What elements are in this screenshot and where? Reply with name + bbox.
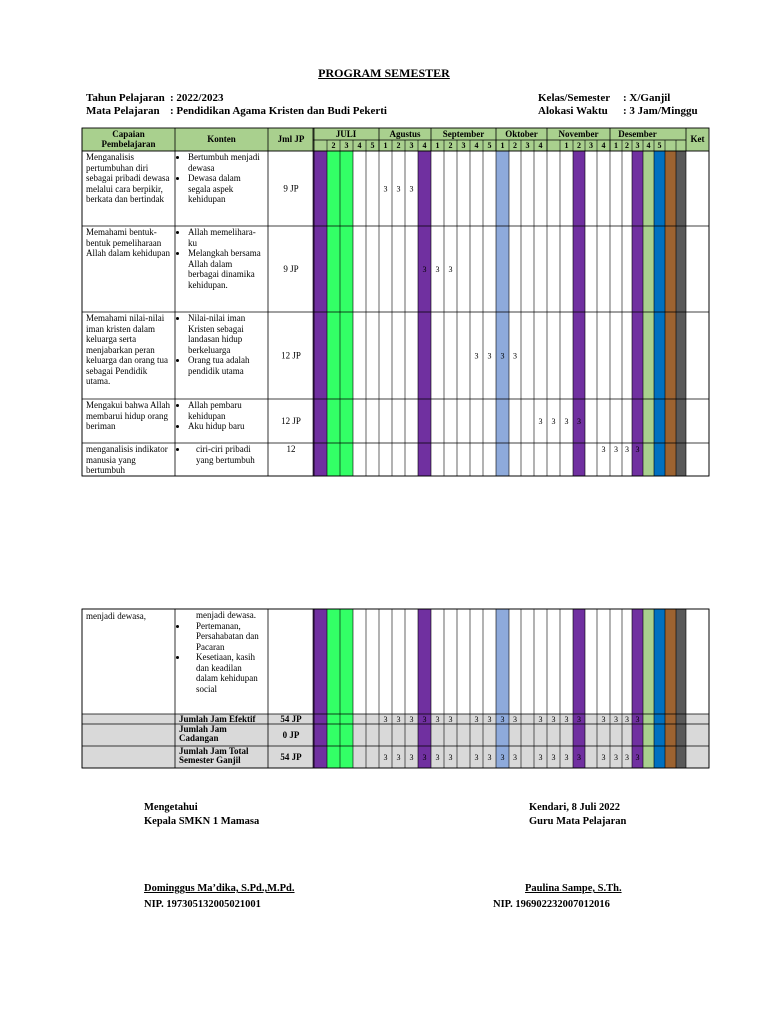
row-0-week-1: 3 [396,184,401,194]
summary-0-week-1: 3 [396,715,401,724]
summary-2-week-3: 3 [422,753,427,762]
row-1-week-0: 3 [422,265,427,274]
summary-2-week-8: 3 [500,753,505,762]
kelas-value: : X/Ganjil [623,92,671,104]
summary-0-week-8: 3 [500,715,505,724]
row-1-week-1: 3 [435,265,440,274]
week-header-4-3: 3 [589,141,593,150]
summary-0-week-12: 3 [564,715,569,724]
summary-2-week-17: 3 [635,753,640,762]
row-4-jml: 12 [286,444,296,454]
row-2-capaian: Memahami nilai-nilai iman kristen dalam keluarga serta menjabarkan peran keluarga dan orang tua sebagai Pendidik utama. [86,313,169,386]
row-3-week-3: 3 [577,417,581,426]
sign-left-line2: Kepala SMKN 1 Mamasa [144,816,260,827]
summary-1-label: Jumlah Jam Cadangan [179,724,227,743]
week-header-4-4: 4 [601,141,606,150]
row-3-week-2: 3 [564,417,569,426]
sign-left-nip: NIP. 197305132005021001 [144,899,261,910]
konten-item: • Melangkah bersama Allah dalam berbagai dinamika kehidupan. [188,248,264,290]
month-header-4: November [558,129,599,139]
summary-2-week-0: 3 [383,753,388,762]
week-header-3-3: 4 [538,141,543,150]
konten-list [177,313,264,376]
summary-0-week-3: 3 [422,715,427,724]
summary-2-week-10: 3 [538,753,543,762]
summary-0-week-10: 3 [538,715,543,724]
sign-left-name: Dominggus Ma’dika, S.Pd.,M.Pd. [144,883,295,894]
header-capaian-1: Capaian [112,129,145,139]
summary-0-week-13: 3 [577,715,581,724]
summary-2-week-4: 3 [435,753,440,762]
row-4-week-0: 3 [601,445,606,454]
row-3-konten [177,400,264,432]
mapel-value: : Pendidikan Agama Kristen dan Budi Pekerti [170,105,387,117]
row-0-konten [177,152,264,205]
cont-capaian: menjadi dewasa, [86,611,146,621]
week-header-2-1: 2 [448,141,453,150]
summary-0-week-2: 3 [409,715,414,724]
week-header-0-2: 3 [344,141,349,150]
konten-item: • Aku hidup baru [188,421,264,432]
summary-0-week-17: 3 [635,715,640,724]
month-header-3: Oktober [505,129,538,139]
week-header-2-2: 3 [461,141,466,150]
week-header-5-2: 3 [635,141,640,150]
sign-right-nip: NIP. 196902232007012016 [493,899,610,910]
row-0-jml: 9 JP [283,183,299,194]
summary-2-week-1: 3 [396,753,401,762]
summary-2-week-16: 3 [625,753,629,762]
week-header-1-0: 1 [383,141,388,150]
sign-right-line2: Guru Mata Pelajaran [529,816,627,827]
mapel-label: Mata Pelajaran [86,105,160,117]
week-header-1-3: 4 [422,141,427,150]
week-header-1-1: 2 [396,141,401,150]
tahun-value: : 2022/2023 [170,92,224,104]
konten-item: • ciri-ciri pribadi yang bertumbuh [188,444,264,465]
cont-konten-first: menjadi dewasa. [196,610,256,620]
summary-0-jml: 54 JP [280,714,302,724]
konten-item: • Kesetiaan, kasih dan keadilan dalam kehidupan social [188,652,264,694]
week-header-5-1: 2 [625,141,629,150]
summary-0-week-6: 3 [474,715,479,724]
summary-2-week-11: 3 [551,753,556,762]
month-header-1: Agustus [389,129,421,139]
row-4-week-1: 3 [614,445,618,454]
summary-0-week-14: 3 [601,715,606,724]
row-2-week-1: 3 [487,351,492,361]
header-jml: Jml JP [277,134,305,144]
konten-list [177,152,264,205]
summary-2-week-9: 3 [513,753,517,762]
week-header-0-4: 5 [370,141,375,150]
row-1-week-2: 3 [448,265,453,274]
konten-item: • Orang tua adalah pendidik utama [188,355,264,376]
summary-0-week-11: 3 [551,715,556,724]
summary-1-jml: 0 JP [282,730,300,740]
summary-0-week-15: 3 [614,715,618,724]
summary-0-week-7: 3 [487,715,492,724]
week-header-2-0: 1 [435,141,440,150]
header-konten: Konten [207,134,236,144]
week-header-5-0: 1 [614,141,618,150]
week-header-2-4: 5 [487,141,492,150]
summary-0-week-4: 3 [435,715,440,724]
konten-list [177,227,264,290]
summary-0-week-5: 3 [448,715,453,724]
week-header-3-0: 1 [500,141,505,150]
sign-right-line1: Kendari, 8 Juli 2022 [529,802,621,813]
row-3-capaian: Mengakui bahwa Allah membarui hidup orang beriman [86,400,170,431]
week-header-0-3: 4 [357,141,362,150]
header-capaian-2: Pembelajaran [101,139,156,149]
week-header-3-2: 3 [525,141,530,150]
konten-list [177,444,264,465]
konten-item: • Dewasa dalam segala aspek kehidupan [188,173,264,205]
tahun-label: Tahun Pelajaran [86,92,165,104]
summary-2-week-13: 3 [577,753,581,762]
week-header-2-3: 4 [474,141,479,150]
konten-list [177,400,264,432]
summary-2-week-15: 3 [614,753,618,762]
row-3-week-1: 3 [551,417,556,426]
row-1-jml: 9 JP [283,264,299,274]
summary-2-week-5: 3 [448,753,453,762]
row-2-jml: 12 JP [281,350,301,361]
month-header-2: September [442,129,485,139]
konten-item: • Allah pembaru kehidupan [188,400,264,421]
summary-0-label: Jumlah Jam Efektif [179,714,256,724]
konten-item: • Pertemanan, Persahabatan dan Pacaran [188,621,264,653]
summary-0-week-16: 3 [625,715,629,724]
week-header-5-3: 4 [646,141,651,150]
summary-2-week-2: 3 [409,753,414,762]
row-2-week-3: 3 [513,351,517,361]
cont-konten-list [177,621,264,695]
page-title: PROGRAM SEMESTER [318,66,450,80]
row-2-konten [177,313,264,376]
row-1-konten [177,227,264,290]
row-2-week-2: 3 [500,351,505,361]
row-0-capaian: Menganalisis pertumbuhan diri sebagai pribadi dewasa melalui cara berpikir, berkata dan bertindak [86,152,170,204]
summary-2-week-12: 3 [564,753,569,762]
week-header-3-1: 2 [513,141,517,150]
row-4-week-3: 3 [635,445,640,454]
alokasi-value: : 3 Jam/Minggu [623,105,698,117]
row-4-week-2: 3 [625,445,629,454]
week-header-0-1: 2 [331,141,336,150]
cont-konten [177,610,264,694]
week-header-1-2: 3 [409,141,414,150]
header-ket: Ket [690,134,705,144]
konten-item: • Bertumbuh menjadi dewasa [188,152,264,173]
row-0-week-0: 3 [383,184,388,194]
row-2-week-0: 3 [474,351,479,361]
week-header-5-4: 5 [657,141,662,150]
summary-2-week-14: 3 [601,753,606,762]
row-3-jml: 12 JP [281,416,301,426]
row-1-capaian: Memahami bentuk-bentuk pemeliharaan Allah dalam kehidupan [86,227,170,258]
week-header-4-2: 2 [577,141,581,150]
month-header-0: JULI [335,129,357,139]
row-4-konten [177,444,264,465]
alokasi-label: Alokasi Waktu [538,105,608,117]
summary-2-week-7: 3 [487,753,492,762]
week-header-4-1: 1 [564,141,569,150]
summary-0-week-0: 3 [383,715,388,724]
konten-item: • Allah memelihara-ku [188,227,264,248]
summary-2-jml: 54 JP [280,752,302,762]
sign-left-line1: Mengetahui [144,802,198,813]
sign-right-name: Paulina Sampe, S.Th. [525,883,622,894]
summary-2-week-6: 3 [474,753,479,762]
row-3-week-0: 3 [538,417,543,426]
konten-item: • Nilai-nilai iman Kristen sebagai landasan hidup berkeluarga [188,313,264,355]
row-4-capaian: menganalisis indikator manusia yang bertumbuh [86,444,168,475]
kelas-label: Kelas/Semester [538,92,611,104]
summary-0-week-9: 3 [513,715,517,724]
month-header-5: Desember [618,129,657,139]
row-0-week-2: 3 [409,184,414,194]
summary-2-label: Jumlah Jam Total Semester Ganjil [179,746,249,765]
